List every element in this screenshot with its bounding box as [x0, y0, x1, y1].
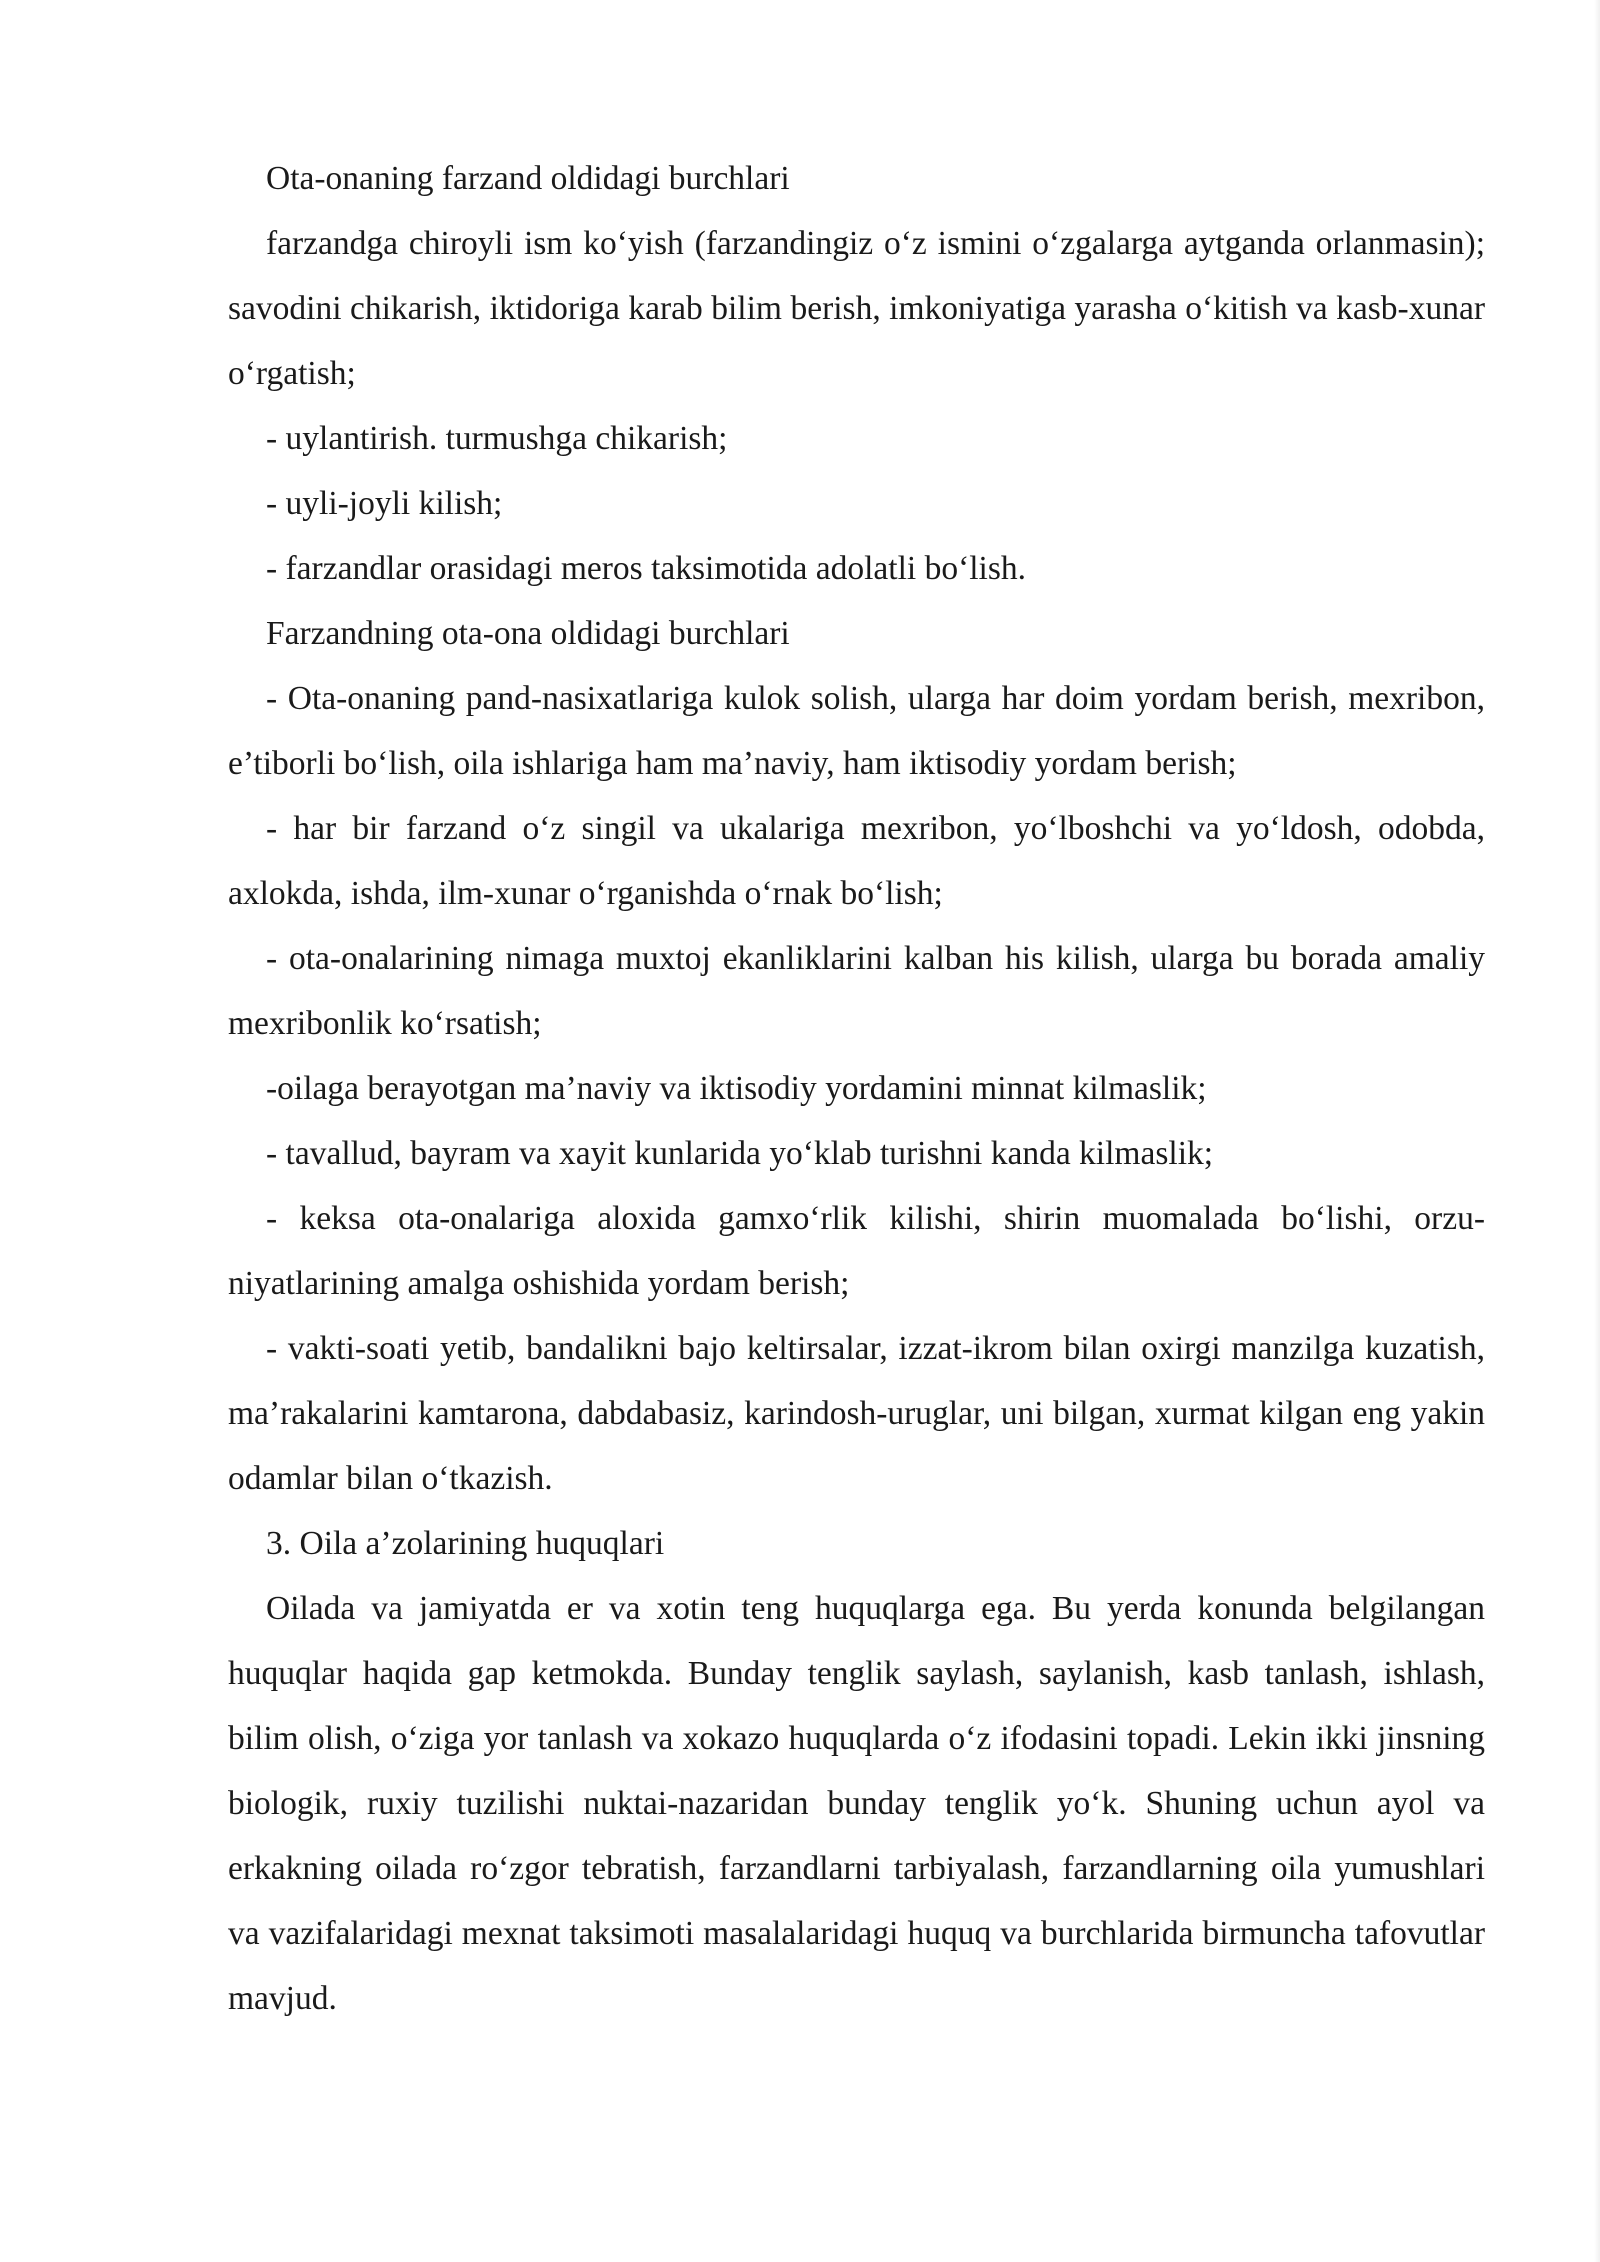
- list-item-marriage: - uylantirish. turmushga chikarish;: [266, 420, 728, 457]
- paragraph-parent-duty-naming: farzandga chiroyli ism ko‘yish (farzandingiz o‘z ismini o‘zgalarga aytganda orlanmasin); savodini chikarish, iktidoriga karab bilim berish, imkoniyatiga yarasha o‘kitish va kasb-xunar o‘rgatish;: [228, 225, 1485, 392]
- heading-parent-duties: Ota-onaning farzand oldidagi burchlari: [266, 160, 790, 197]
- list-item-holiday-visits: - tavallud, bayram va xayit kunlarida yo‘klab turishni kanda kilmaslik;: [266, 1135, 1214, 1172]
- heading-child-duties: Farzandning ota-ona oldidagi burchlari: [266, 615, 790, 652]
- list-item-housing: - uyli-joyli kilish;: [266, 485, 503, 522]
- paragraph-equal-rights: Oilada va jamiyatda er va xotin teng huquqlarga ega. Bu yerda konunda belgilangan huquqlar haqida gap ketmokda. Bunday tenglik saylash, saylanish, kasb tanlash, ishlash, bilim olish, o‘ziga yor tanlash va xokazo huquqlarda o‘z ifodasini topadi. Lekin ikki jinsning biologik, ruxiy tuzilishi nuktai-nazaridan bunday tenglik yo‘k. Shuning uchun ayol va erkakning oilada ro‘zgor tebratish, farzandlarni tarbiyalash, farzandlarning oila yumushlari va vazifalaridagi mexnat taksimoti masalalaridagi huquq va burchlarida birmuncha tafovutlar mavjud.: [228, 1590, 1485, 2017]
- page-edge-shadow: [1594, 0, 1600, 2262]
- list-item-elderly-care: - keksa ota-onalariga aloxida gamxo‘rlik kilishi, shirin muomalada bo‘lishi, orzu-niyatlarining amalga oshishida yordam berish;: [228, 1200, 1485, 1302]
- list-item-funeral: - vakti-soati yetib, bandalikni bajo keltirsalar, izzat-ikrom bilan oxirgi manzilga kuzatish, ma’rakalarini kamtarona, dabdabasiz, karindosh-uruglar, uni bilgan, xurmat kilgan eng yakin odamlar bilan o‘tkazish.: [228, 1330, 1485, 1497]
- heading-family-rights: 3. Oila a’zolarining huquqlari: [266, 1525, 665, 1562]
- list-item-inheritance: - farzandlar orasidagi meros taksimotida adolatli bo‘lish.: [266, 550, 1027, 587]
- list-item-listen-parents: - Ota-onaning pand-nasixatlariga kulok solish, ularga har doim yordam berish, mexribon, e’tiborli bo‘lish, oila ishlariga ham ma’naviy, ham iktisodiy yordam berish;: [228, 680, 1485, 782]
- list-item-no-reproach: -oilaga berayotgan ma’naviy va iktisodiy yordamini minnat kilmaslik;: [266, 1070, 1207, 1107]
- list-item-siblings: - har bir farzand o‘z singil va ukalariga mexribon, yo‘lboshchi va yo‘ldosh, odobda, axlokda, ishda, ilm-xunar o‘rganishda o‘rnak bo‘lish;: [228, 810, 1485, 912]
- list-item-parent-needs: - ota-onalarining nimaga muxtoj ekanliklarini kalban his kilish, ularga bu borada amaliy mexribonlik ko‘rsatish;: [228, 940, 1485, 1042]
- document-page: [228, 146, 1485, 2031]
